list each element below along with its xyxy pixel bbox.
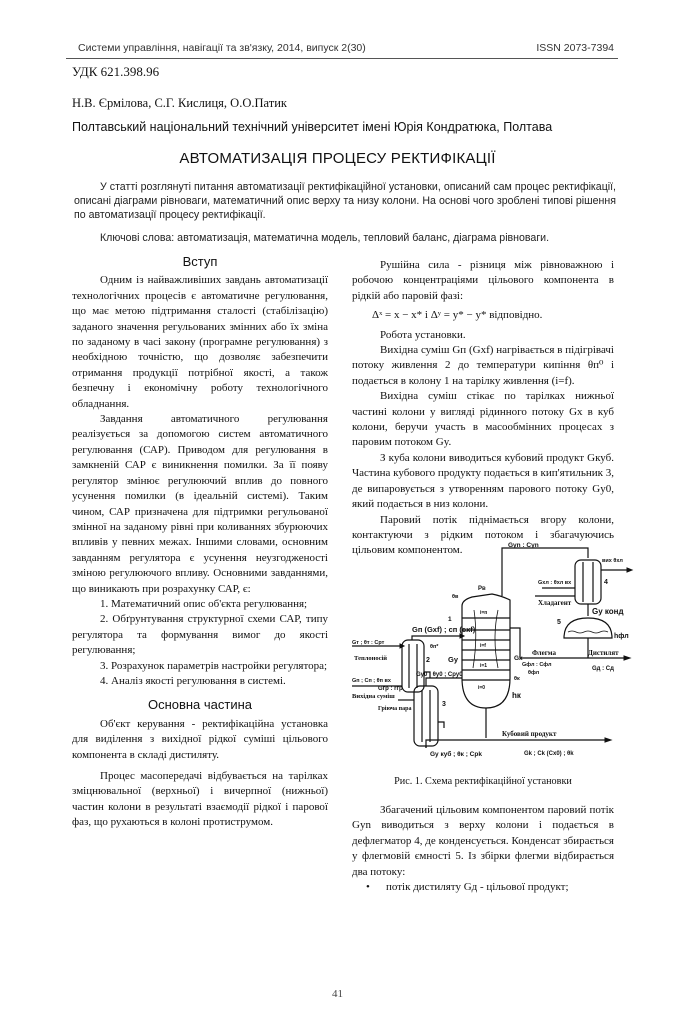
- label-feed: Gп (Gxf) ; cп (cxf): [412, 625, 476, 634]
- bullet-item: [352, 880, 614, 895]
- header-divider: [66, 58, 618, 59]
- label-grp: Gгр : rгр: [378, 686, 403, 692]
- paragraph: Об'єкт керування - ректифікаційна установка для виділення з вихідної рідкої суміші цільового компонента в складі дистиляту.: [72, 717, 328, 761]
- paragraph: Робота установки.: [380, 328, 466, 341]
- section-heading-intro: Вступ: [182, 254, 218, 269]
- paragraph: Рушійна сила - різниця між рівноважною і робочою концентраціями цільового компонента в рідкій або паровій фазі:: [352, 259, 614, 302]
- label-theta-p: θп*: [430, 644, 439, 650]
- label-steam: Гріюча пара: [378, 706, 412, 712]
- figure-caption: Рис. 1. Схема ректифікаційної установки: [394, 776, 572, 787]
- label-gy-kond: Gу конд: [592, 607, 624, 616]
- paragraph: З куба колони виводиться кубовий продукт Gкуб. Частина кубового продукту подається в кип'ятильник 3, де випаровується з утворенням парового потоку Gy0, який подається в низ колони.: [352, 451, 614, 511]
- paragraph: Завдання автоматичного регулювання реалізується за допомогою систем автоматичного регулювання (САР). Приводом для регулювання в замкненій САР є виникнення помилки. За її появу регулятор змінює регулюючий вплив до повного усунення помилки (в ідеальній системі). Таким чином, САР призначена для підтримки регульованої змінної на заданому рівні при коливаннях збурюючих впливів у певних межах. Іншими словами, основним завданням регулятора є усунення неузгодженості зміною регулюючого впливу. Основними завданнями, що виникають при розрахунку САР, є:: [72, 413, 328, 595]
- paragraph: Вихідна суміш стікає по тарілках нижньої частині колони у вигляді рідинного потоку Gx в куб колони, беручи участь в масообмінних процесах з паровим потоком Gy.: [352, 390, 614, 449]
- label-gyn: Gyn : Cyn: [508, 542, 539, 549]
- label-source-mix: Вихідна суміш: [352, 693, 395, 700]
- label-unit1: 1: [448, 616, 452, 623]
- label-i-n: i=n: [480, 610, 488, 616]
- label-gt: Gт ; θт : Cрт: [352, 640, 385, 646]
- label-coolant-in: Gхл : θхл вх: [538, 580, 572, 586]
- affiliation: Полтавський національний технічний університет імені Юрія Кондратюка, Полтава: [72, 120, 553, 134]
- journal-name: Системи управління, навігації та зв'язку, 2014, випуск 2(30): [78, 42, 366, 54]
- left-column: [72, 253, 328, 831]
- label-gk: Gk ; Ck (Cx0) ; θk: [524, 751, 574, 757]
- label-gd: Gд : Cд: [592, 666, 614, 672]
- right-column: [352, 258, 614, 559]
- paragraph: Одним із найважливіших завдань автоматизації технологічних процесів є автоматичне регулювання, що має метою підтримання сталості (стабілізацію) заданого значення регульованих змінних або їх зміна по заданому в часі закону (програмне регулювання) з необхідною точністю, що дозволяє забезпечити отримання продукції потрібної якості, а також безпечну і економічну роботу технологічного обладнання.: [72, 274, 328, 410]
- paper-title: АВТОМАТИЗАЦІЯ ПРОЦЕСУ РЕКТИФІКАЦІЇ: [179, 150, 496, 167]
- paragraph: Процес масопередачі відбувається на тарілках зміцнювальної (верхньої) і вичерпної (нижньої) частин колони в результаті взаємодії рідкої і парової фаз, що рухаються в колоні протиструмом.: [72, 770, 328, 829]
- label-i0: i=0: [478, 685, 486, 691]
- label-unit4: 4: [604, 579, 608, 586]
- label-gfl: Gфл : Cфл: [522, 662, 552, 668]
- section-heading-main: Основна частина: [147, 697, 253, 713]
- label-heat-carrier: Теплоносій: [354, 655, 388, 662]
- label-coolant: Хладагент: [538, 599, 572, 607]
- label-distillate: Дистилят: [588, 649, 619, 657]
- label-unit5: 5: [557, 619, 561, 626]
- label-out-top: вих θхл: [602, 558, 623, 564]
- page-number: 41: [332, 988, 343, 1000]
- label-i-f: i=f: [480, 643, 486, 649]
- authors: Н.В. Єрмілова, С.Г. Кислиця, О.О.Патик: [72, 96, 287, 110]
- label-gy0: Gy0 ; θy0 ; Cpy0: [416, 672, 463, 678]
- label-theta-v: θв: [452, 594, 459, 600]
- paragraph: Вихідна суміш Gп (Gxf) нагрівається в підігрівачі потоку живлення 2 до температури кипіння θп⁰ і подається в колону 1 на тарілку живлення (i=f).: [352, 344, 614, 387]
- bullet-text: потік дистиляту Gд - цільової продукт;: [386, 881, 569, 894]
- label-gx: Gx: [514, 655, 523, 662]
- right-column-continued: [352, 803, 614, 895]
- label-theta-fl: θфл: [528, 670, 540, 676]
- paragraph: Збагачений цільовим компонентом паровий потік Gyn виводиться з верху колони і подається в дефлегматор 4, де конденсується. Конденсат збирається у флегмовій ємності 5. Із збірки флегми відбирається два потоку:: [352, 804, 614, 878]
- label-pv: Pв: [478, 586, 486, 592]
- label-theta-k: θк: [514, 676, 520, 682]
- formula: Δˣ = x − x* і Δʸ = y* − y* відповідно.: [372, 309, 543, 322]
- label-i1: i=1: [480, 663, 488, 669]
- list-item: 4. Аналіз якості регулювання в системі.: [100, 674, 286, 687]
- rectification-diagram: [352, 542, 632, 760]
- label-gn: Gп ; Cп ; θп вх: [352, 678, 391, 684]
- paragraph: Паровий потік піднімається вгору колони, контактуючи з рідким потоком і збагачуючись цільовим компонентом.: [352, 513, 614, 557]
- running-header: [66, 42, 620, 56]
- issn: ISSN 2073-7394: [536, 42, 614, 54]
- keywords: Ключові слова: автоматизація, математична модель, тепловий баланс, діаграма рівноваги.: [100, 232, 550, 244]
- label-bottoms: Кубовий продукт: [502, 730, 557, 738]
- bullet-icon: •: [366, 881, 370, 894]
- label-unit2: 2: [426, 657, 430, 664]
- label-hfl: hфл: [614, 633, 629, 640]
- list-item: 1. Математичний опис об'єкта регулювання;: [100, 597, 308, 610]
- list-item: 3. Розрахунок параметрів настройки регулятора;: [100, 659, 328, 672]
- label-gy-kub: Gy куб ; θк ; Cpk: [430, 751, 482, 758]
- list-item: 2. Обґрунтування структурної схеми САР, типу регулятора та формування вимог до якості регулювання;: [72, 613, 328, 657]
- label-unit3: 3: [442, 701, 446, 708]
- label-gy: Gy: [448, 655, 459, 664]
- label-hk: hк: [512, 691, 521, 700]
- udk-code: УДК 621.398.96: [72, 64, 160, 79]
- label-reflux: Флегма: [532, 649, 557, 657]
- abstract: У статті розглянуті питання автоматизації ректифікаційної установки, описаний сам процес ректифікації, описані діаграми рівноваги, математичний опис верху та низу колони. На основі чого зроблені типові рішення по автоматизації процесу ректифікації.: [74, 181, 616, 221]
